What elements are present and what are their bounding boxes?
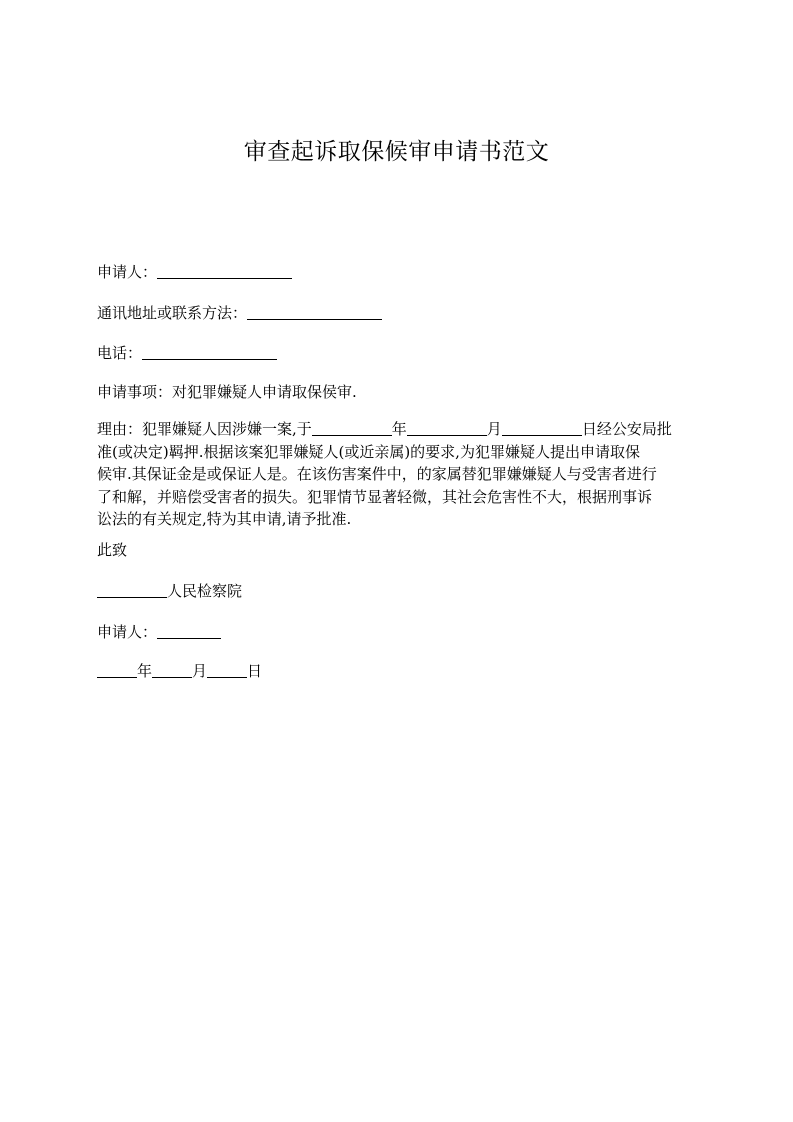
matter-label: 申请事项： bbox=[97, 383, 173, 401]
date-year-blank[interactable] bbox=[97, 661, 137, 678]
reason-line-2: 准(或决定)羁押.根据该案犯罪嫌疑人(或近亲属)的要求,为犯罪嫌疑人提出申请取保 bbox=[97, 442, 640, 461]
document-title: 审查起诉取保候审申请书范文 bbox=[243, 139, 550, 165]
reason-suffix: 日经公安局批 bbox=[581, 420, 672, 438]
reason-month-label: 月 bbox=[486, 420, 502, 438]
procuratorate-label: 人民检察院 bbox=[167, 582, 243, 600]
date-year-label: 年 bbox=[137, 662, 153, 680]
reason-paragraph bbox=[97, 417, 700, 531]
date-row bbox=[97, 659, 700, 682]
phone-row bbox=[97, 341, 700, 364]
matter-row bbox=[97, 381, 700, 403]
reason-line-5: 讼法的有关规定,特为其申请,请予批准. bbox=[97, 510, 352, 528]
date-month-blank[interactable] bbox=[152, 661, 192, 678]
reason-prefix: 理由：犯罪嫌疑人因涉嫌一案,于 bbox=[97, 420, 312, 438]
date-day-label: 日 bbox=[247, 662, 263, 680]
applicant-row bbox=[97, 260, 700, 283]
signer-row bbox=[97, 620, 700, 643]
reason-year-blank[interactable] bbox=[312, 419, 392, 436]
address-label: 通讯地址或联系方法： bbox=[97, 304, 248, 322]
procuratorate-row bbox=[97, 579, 700, 602]
reason-line-4: 了和解，并赔偿受害者的损失。犯罪情节显著轻微，其社会危害性不大，根据刑事诉 bbox=[97, 487, 653, 506]
applicant-blank[interactable] bbox=[157, 262, 292, 279]
regards-text: 此致 bbox=[97, 541, 128, 559]
applicant-label: 申请人： bbox=[97, 263, 158, 281]
reason-month-blank[interactable] bbox=[407, 419, 487, 436]
reason-line-1 bbox=[97, 417, 700, 441]
phone-blank[interactable] bbox=[142, 343, 277, 360]
signer-label: 申请人： bbox=[97, 623, 158, 641]
matter-text: 对犯罪嫌疑人申请取保侯审. bbox=[172, 383, 357, 401]
reason-line-3: 候审.其保证金是或保证人是。在该伤害案件中，的家属替犯罪嫌嫌疑人与受害者进行 bbox=[97, 465, 657, 483]
reason-year-label: 年 bbox=[391, 420, 407, 438]
regards-row bbox=[97, 539, 700, 561]
date-month-label: 月 bbox=[192, 662, 208, 680]
date-day-blank[interactable] bbox=[207, 661, 247, 678]
procuratorate-blank[interactable] bbox=[97, 581, 167, 598]
address-row bbox=[97, 301, 700, 324]
reason-day-blank[interactable] bbox=[502, 419, 582, 436]
phone-label: 电话： bbox=[97, 344, 143, 362]
address-blank[interactable] bbox=[247, 303, 382, 320]
signer-blank[interactable] bbox=[157, 622, 221, 639]
